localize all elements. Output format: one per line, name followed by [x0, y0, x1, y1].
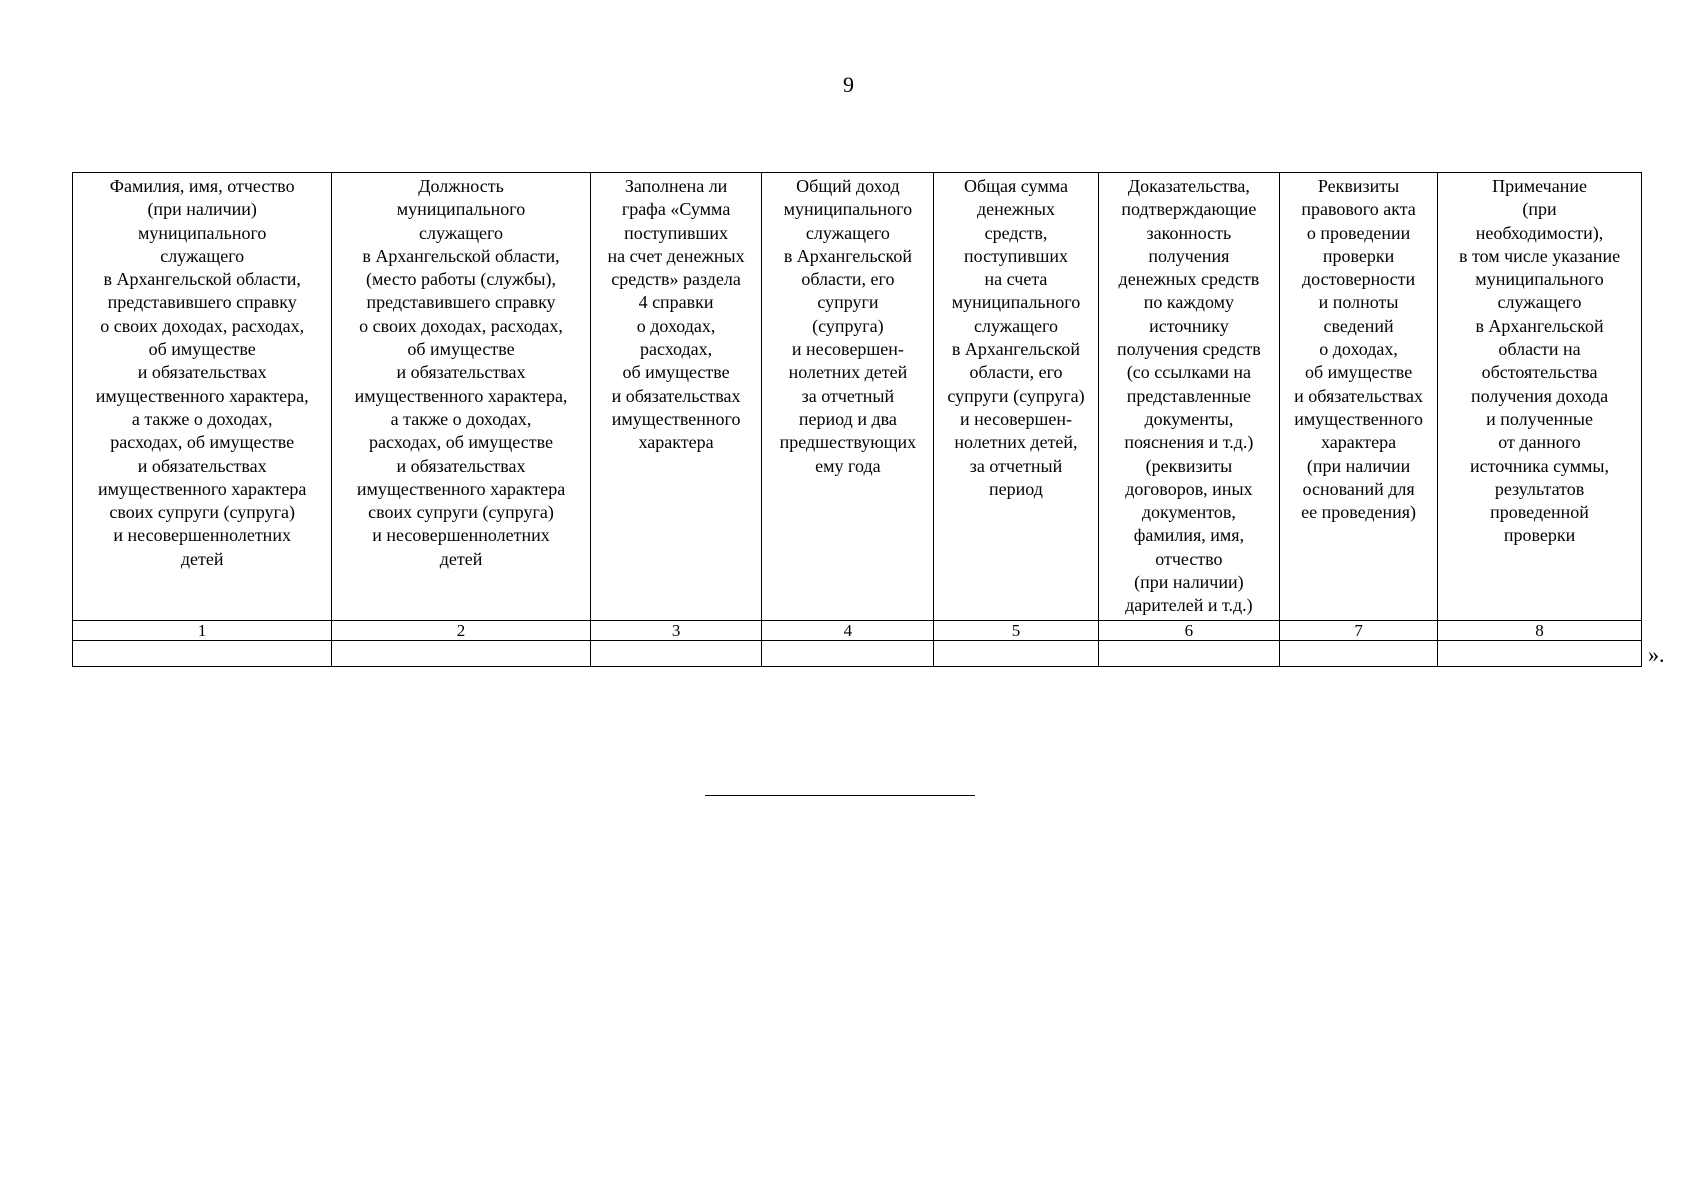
header-position: Должность муниципального служащего в Архангельской области, (место работы (службы), представившего справку о своих доходах, расходах, об имуществе и обязательствах имущественного характера, а также о доходах, расходах, об имуществе и обязательствах имущественного характера своих супруги (супруга) и несовершеннолетних детей: [332, 173, 590, 621]
register-table: [72, 172, 1642, 667]
header-row: [73, 173, 1642, 621]
empty-cell: [590, 641, 762, 667]
header-legal-act-details: Реквизиты правового акта о проведении проверки достоверности и полноты сведений о доходах, об имуществе и обязательствах имущественного характера (при наличии оснований для ее проведения): [1280, 173, 1438, 621]
column-number: 7: [1280, 621, 1438, 641]
empty-cell: [1438, 641, 1642, 667]
header-note: Примечание (при необходимости), в том числе указание муниципального служащего в Архангельской области на обстоятельства получения дохода и полученные от данного источника суммы, результатов проведенной проверки: [1438, 173, 1642, 621]
empty-cell: [73, 641, 332, 667]
header-evidence-of-legality: Доказательства, подтверждающие законность получения денежных средств по каждому источнику получения средств (со ссылками на представленные документы, пояснения и т.д.) (реквизиты договоров, иных документов, фамилия, имя, отчество (при наличии) дарителей и т.д.): [1098, 173, 1279, 621]
empty-cell: [762, 641, 934, 667]
page-number: 9: [843, 72, 854, 97]
header-section-4-filled: Заполнена ли графа «Сумма поступивших на счет денежных средств» раздела 4 справки о доходах, расходах, об имуществе и обязательствах имущественного характера: [590, 173, 762, 621]
empty-cell: [934, 641, 1098, 667]
column-number: 6: [1098, 621, 1279, 641]
empty-cell: [1280, 641, 1438, 667]
empty-data-row: [73, 641, 1642, 667]
header-total-received-funds: Общая сумма денежных средств, поступивших на счета муниципального служащего в Архангельской области, его супруги (супруга) и несовершен- нолетних детей, за отчетный период: [934, 173, 1098, 621]
end-of-document-rule: [705, 795, 975, 796]
column-number: 4: [762, 621, 934, 641]
column-number: 8: [1438, 621, 1642, 641]
column-number: 2: [332, 621, 590, 641]
column-number-row: [73, 621, 1642, 641]
column-number: 1: [73, 621, 332, 641]
header-total-income: Общий доход муниципального служащего в Архангельской области, его супруги (супруга) и несовершен- нолетних детей за отчетный период и два предшествующих ему года: [762, 173, 934, 621]
column-number: 3: [590, 621, 762, 641]
empty-cell: [1098, 641, 1279, 667]
empty-cell: [332, 641, 590, 667]
header-full-name: Фамилия, имя, отчество (при наличии) муниципального служащего в Архангельской области, представившего справку о своих доходах, расходах, об имуществе и обязательствах имущественного характера, а также о доходах, расходах, об имуществе и обязательствах имущественного характера своих супруги (супруга) и несовершеннолетних детей: [73, 173, 332, 621]
column-number: 5: [934, 621, 1098, 641]
closing-quote-mark: ».: [1648, 642, 1665, 667]
